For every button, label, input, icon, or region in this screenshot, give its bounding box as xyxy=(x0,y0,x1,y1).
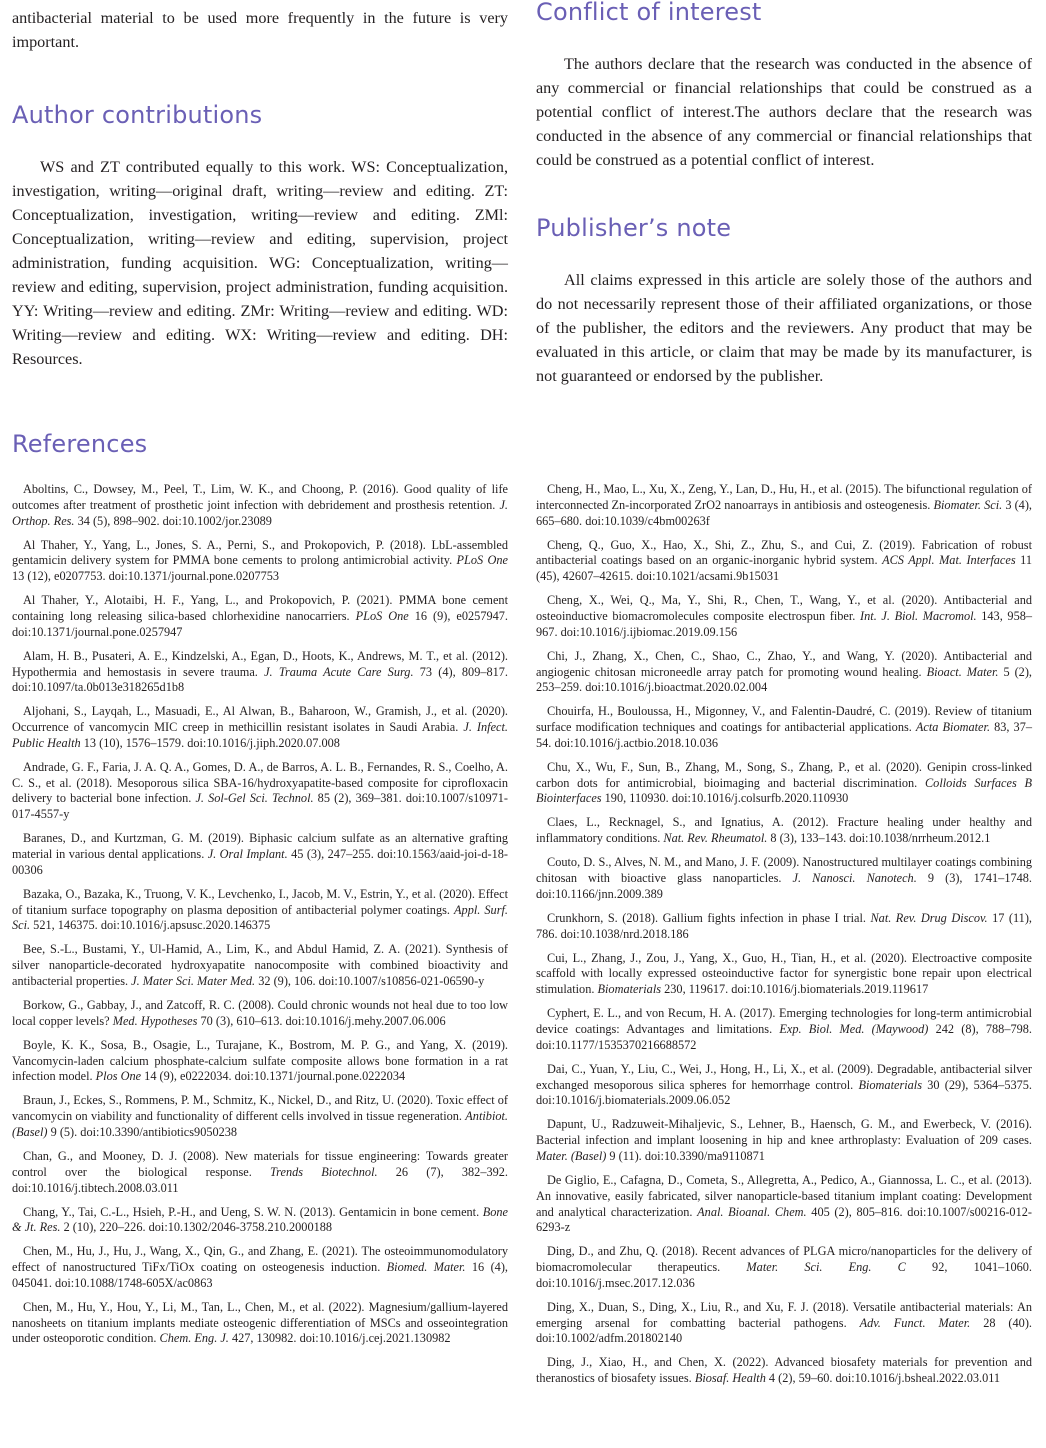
reference-journal: ACS Appl. Mat. Interfaces xyxy=(882,553,1016,568)
reference-doi[interactable]: 521, 146375. doi:10.1016/j.apsusc.2020.146375 xyxy=(30,918,271,933)
reference-citation: Chu, X., Wu, F., Sun, B., Zhang, M., Song, S., Zhang, P., et al. (2020). Genipin cross-linked carbon dots for antimicrobial, bioimaging and bacterial discrimination. xyxy=(536,759,1032,790)
conflict-of-interest-heading: Conflict of interest xyxy=(536,0,762,26)
references-right-list xyxy=(536,482,1032,1395)
reference-journal: PLoS One xyxy=(355,608,409,623)
reference-citation: Braun, J., Eckes, S., Rommens, P. M., Schmitz, K., Nickel, D., and Ritz, U. (2020). Toxic effect of vancomycin on viability and functionality of different cells involved in tissue regeneration. xyxy=(12,1093,508,1124)
reference-doi[interactable]: 34 (5), 898–902. doi:10.1002/jor.23089 xyxy=(74,513,272,528)
reference-doi[interactable]: 230, 119617. doi:10.1016/j.biomaterials.2019.119617 xyxy=(661,982,929,997)
reference-citation: Chouirfa, H., Bouloussa, H., Migonney, V., and Falentin-Daudré, C. (2019). Review of titanium surface modification techniques and coatings for antibacterial applications. xyxy=(536,704,1032,735)
reference-journal: Nat. Rev. Drug Discov. xyxy=(870,910,988,925)
reference-doi[interactable]: 73 (4), 809–817. doi:10.1097/ta.0b013e318265d1b8 xyxy=(12,664,509,695)
reference-doi[interactable]: 17 (11), 786. doi:10.1038/nrd.2018.186 xyxy=(536,910,1032,941)
reference-entry xyxy=(536,1117,1032,1164)
reference-doi[interactable]: 2 (10), 220–226. doi:10.1302/2046-3758.210.2000188 xyxy=(60,1220,333,1235)
reference-citation: Cheng, Q., Guo, X., Hao, X., Shi, Z., Zhu, S., and Cui, Z. (2019). Fabrication of robust antibacterial coatings based on an organic-inorganic hybrid system. xyxy=(536,537,1032,568)
reference-journal: PLoS One xyxy=(456,553,508,568)
reference-journal: Appl. Surf. Sci. xyxy=(12,902,508,933)
reference-citation: De Giglio, E., Cafagna, D., Cometa, S., Allegretta, A., Pedico, A., Giannossa, L. C., et al. (2013). An innovative, easily fabricated, silver nanoparticle-based titanium implant coating: Development and analytical characterization. xyxy=(536,1172,1032,1219)
reference-doi[interactable]: 8 (3), 133–143. doi:10.1038/nrrheum.2012.1 xyxy=(767,831,991,846)
reference-citation: Andrade, G. F., Faria, J. A. Q. A., Gomes, D. A., de Barros, A. L. B., Fernandes, R. S., Coelho, A. C. S., et al. (2018). Mesoporous silica SBA-16/hydroxyapatite-based composite for ciprofloxacin delivery to bacterial bone infection. xyxy=(12,759,508,806)
reference-citation: Borkow, G., Gabbay, J., and Zatcoff, R. C. (2008). Could chronic wounds not heal due to too low local copper levels? xyxy=(12,998,508,1028)
reference-doi[interactable]: 9 (5). doi:10.3390/antibiotics9050238 xyxy=(47,1124,238,1139)
reference-entry xyxy=(12,1093,508,1140)
reference-entry xyxy=(12,482,508,529)
reference-citation: Chang, Y., Tai, C.-L., Hsieh, P.-H., and Ueng, S. W. N. (2013). Gentamicin in bone cement. xyxy=(23,1204,483,1219)
reference-entry xyxy=(12,704,508,751)
reference-doi[interactable]: 85 (2), 369–381. doi:10.1007/s10971-017-4557-y xyxy=(12,791,508,822)
reference-citation: Ding, X., Duan, S., Ding, X., Liu, R., and Xu, F. J. (2018). Versatile antibacterial materials: An emerging arsenal for combatting bacterial pathogens. xyxy=(536,1299,1032,1330)
reference-citation: Boyle, K. K., Sosa, B., Osagie, L., Turajane, K., Bostrom, M. P. G., and Yang, X. (2019). Vancomycin-laden calcium phosphate-calcium sulfate composite allows bone formation in a rat infection model. xyxy=(12,1037,508,1084)
reference-entry xyxy=(536,482,1032,529)
references-left-list xyxy=(12,482,508,1355)
reference-journal: Biosaf. Health xyxy=(694,1371,766,1386)
reference-doi[interactable]: 26 (7), 382–392. doi:10.1016/j.tibtech.2008.03.011 xyxy=(12,1164,509,1195)
reference-journal: Biomaterials xyxy=(858,1077,923,1092)
reference-doi[interactable]: 14 (9), e0222034. doi:10.1371/journal.pone.0222034 xyxy=(141,1069,406,1084)
reference-journal: Med. Hypotheses xyxy=(112,1013,198,1028)
reference-entry xyxy=(12,593,508,640)
reference-entry xyxy=(12,887,508,934)
references-heading: References xyxy=(12,430,148,458)
reference-entry xyxy=(12,1300,508,1347)
reference-citation: Dai, C., Yuan, Y., Liu, C., Wei, J., Hong, H., Li, X., et al. (2009). Degradable, antibacterial silver exchanged mesoporous silica spheres for hemorrhage control. xyxy=(536,1061,1032,1092)
reference-entry xyxy=(536,760,1032,807)
reference-entry xyxy=(536,951,1032,998)
reference-citation: Ding, J., Xiao, H., and Chen, X. (2022). Advanced biosafety materials for prevention and theranostics of biosafety issues. xyxy=(536,1355,1032,1386)
reference-doi[interactable]: 83, 37–54. doi:10.1016/j.actbio.2018.10.036 xyxy=(536,720,1032,750)
reference-entry xyxy=(12,942,508,989)
reference-citation: Claes, L., Recknagel, S., and Ignatius, A. (2012). Fracture healing under healthy and inflammatory conditions. xyxy=(536,815,1032,846)
reference-doi[interactable]: 92, 1041–1060. doi:10.1016/j.msec.2017.12.036 xyxy=(536,1260,1032,1290)
reference-journal: Nat. Rev. Rheumatol. xyxy=(663,831,768,846)
reference-doi[interactable]: 16 (9), e0257947. doi:10.1371/journal.pone.0257947 xyxy=(12,608,508,639)
reference-doi[interactable]: 190, 110930. doi:10.1016/j.colsurfb.2020.110930 xyxy=(601,791,849,806)
reference-journal: Antibiot. (Basel) xyxy=(12,1109,508,1139)
reference-entry xyxy=(12,1244,508,1291)
reference-citation: Ding, D., and Zhu, Q. (2018). Recent advances of PLGA micro/nanoparticles for the delivery of biomacromolecular therapeutics. xyxy=(536,1244,1032,1275)
reference-citation: Cheng, X., Wei, Q., Ma, Y., Shi, R., Chen, T., Wang, Y., et al. (2020). Antibacterial and osteoinductive biomacromolecules composite electrospun fiber. xyxy=(536,593,1032,623)
reference-doi[interactable]: 405 (2), 805–816. doi:10.1007/s00216-012-6293-z xyxy=(536,1204,1032,1235)
reference-journal: Biomed. Mater. xyxy=(386,1260,466,1275)
reference-doi[interactable]: 16 (4), 045041. doi:10.1088/1748-605X/ac0863 xyxy=(12,1260,508,1290)
reference-journal: Plos One xyxy=(95,1069,142,1084)
reference-citation: Al Thaher, Y., Yang, L., Jones, S. A., Perni, S., and Prokopovich, P. (2018). LbL-assembled gentamicin delivery system for PMMA bone cements to prolong antimicrobial activity. xyxy=(12,537,508,568)
reference-doi[interactable]: 11 (45), 42607–42615. doi:10.1021/acsami.9b15031 xyxy=(536,553,1032,584)
conflict-of-interest-text: The authors declare that the research was conducted in the absence of any commercial or financial relationships that could be construed as a potential conflict of interest.The authors declare that the research was conducted in the absence of any commercial or financial relationships that could be construed as a potential conflict of interest. xyxy=(536,55,1032,169)
reference-citation: Bee, S.-L., Bustami, Y., Ul-Hamid, A., Lim, K., and Abdul Hamid, Z. A. (2021). Synthesis of silver nanoparticle-decorated hydroxyapatite nanocomposite with combined bioactivity and antibacterial properties. xyxy=(12,942,508,989)
reference-doi[interactable]: 242 (8), 788–798. doi:10.1177/1535370216688572 xyxy=(536,1021,1032,1052)
reference-journal: Mater. (Basel) xyxy=(536,1148,607,1163)
reference-doi[interactable]: 70 (3), 610–613. doi:10.1016/j.mehy.2007.06.006 xyxy=(197,1013,446,1028)
reference-doi[interactable]: 9 (3), 1741–1748. doi:10.1166/jnn.2009.389 xyxy=(536,871,1032,901)
reference-entry xyxy=(536,1173,1032,1236)
reference-entry xyxy=(12,1205,508,1237)
reference-doi[interactable]: 13 (10), 1576–1579. doi:10.1016/j.jiph.2020.07.008 xyxy=(80,735,340,750)
reference-doi[interactable]: 32 (9), 106. doi:10.1007/s10856-021-06590-y xyxy=(255,974,485,989)
reference-doi[interactable]: 9 (11). doi:10.3390/ma9110871 xyxy=(606,1148,765,1163)
reference-doi[interactable]: 143, 958–967. doi:10.1016/j.ijbiomac.2019.09.156 xyxy=(536,608,1033,639)
reference-journal: J. Sol-Gel Sci. Technol. xyxy=(195,791,314,806)
reference-citation: Dapunt, U., Radzuweit-Mihaljevic, S., Lehner, B., Haensch, G. M., and Ewerbeck, V. (2016). Bacterial infection and implant loosening in hip and knee arthroplasty: Evaluation of 209 cases. xyxy=(536,1117,1032,1148)
reference-journal: J. Orthop. Res. xyxy=(12,497,508,528)
reference-entry xyxy=(536,649,1032,696)
publishers-note-text: All claims expressed in this article are solely those of the authors and do not necessarily represent those of their affiliated organizations, or those of the publisher, the editors and the reviewers. Any product that may be evaluated in this article, or claim that may be made by its manufacturer, is not guaranteed or endorsed by the publisher. xyxy=(536,271,1032,385)
reference-journal: Bioact. Mater. xyxy=(926,664,999,679)
reference-citation: Al Thaher, Y., Alotaibi, H. F., Yang, L., and Prokopovich, P. (2021). PMMA bone cement containing long releasing silica-based chlorhexidine nanocarriers. xyxy=(12,593,508,623)
reference-citation: Couto, D. S., Alves, N. M., and Mano, J. F. (2009). Nanostructured multilayer coatings combining chitosan with bioactive glass nanoparticles. xyxy=(536,855,1032,886)
reference-entry xyxy=(536,1006,1032,1053)
reference-doi[interactable]: 3 (4), 665–680. doi:10.1039/c4bm00263f xyxy=(536,497,1033,528)
reference-entry xyxy=(536,911,1032,943)
author-contributions-heading: Author contributions xyxy=(12,101,263,129)
reference-entry xyxy=(536,1062,1032,1109)
reference-citation: Chen, M., Hu, J., Hu, J., Wang, X., Qin, G., and Zhang, E. (2021). The osteoimmunomodulatory effect of nanostructured TiFx/TiOx coating on osteogenesis induction. xyxy=(12,1244,508,1275)
reference-citation: Bazaka, O., Bazaka, K., Truong, V. K., Levchenko, I., Jacob, M. V., Estrin, Y., et al. (2020). Effect of titanium surface topography on plasma deposition of antibacterial polymer coatings. xyxy=(12,886,508,917)
reference-journal: Exp. Biol. Med. (Maywood) xyxy=(779,1021,929,1036)
reference-journal: J. Nanosci. Nanotech. xyxy=(792,871,917,886)
reference-entry xyxy=(12,831,508,878)
reference-journal: J. Infect. Public Health xyxy=(12,720,508,750)
reference-entry xyxy=(12,1038,508,1085)
reference-doi[interactable]: 30 (29), 5364–5375. doi:10.1016/j.biomaterials.2009.06.052 xyxy=(536,1077,1032,1108)
reference-journal: Mater. Sci. Eng. C xyxy=(746,1260,906,1275)
reference-citation: Cyphert, E. L., and von Recum, H. A. (2017). Emerging technologies for long-term antimicrobial device coatings: Advantages and limitations. xyxy=(536,1006,1032,1036)
reference-doi[interactable]: 13 (12), e0207753. doi:10.1371/journal.pone.0207753 xyxy=(12,569,280,584)
reference-journal: Trends Biotechnol. xyxy=(270,1164,378,1179)
reference-entry xyxy=(536,1355,1032,1387)
left-column xyxy=(12,6,508,371)
reference-entry xyxy=(536,1300,1032,1347)
reference-entry xyxy=(536,593,1032,640)
reference-citation: Cui, L., Zhang, J., Zou, J., Yang, X., Guo, H., Tian, H., et al. (2020). Electroactive composite scaffold with locally expressed osteoinductive factor for synergistic bone repair upon electrical stimulation. xyxy=(536,950,1032,997)
reference-journal: Adv. Funct. Mater. xyxy=(859,1315,971,1330)
reference-entry xyxy=(536,538,1032,585)
reference-citation: Chi, J., Zhang, X., Chen, C., Shao, C., Zhao, Y., and Wang, Y. (2020). Antibacterial and angiogenic chitosan microneedle array patch for promoting wound healing. xyxy=(536,648,1032,679)
publishers-note-heading: Publisher’s note xyxy=(536,214,732,242)
reference-entry xyxy=(536,1244,1032,1291)
reference-journal: J. Trauma Acute Care Surg. xyxy=(264,664,414,679)
reference-entry xyxy=(536,704,1032,751)
reference-citation: Chen, M., Hu, Y., Hou, Y., Li, M., Tan, L., Chen, M., et al. (2022). Magnesium/gallium-layered nanosheets on titanium implants mediate osteogenic differentiation of MSCs and osseointegration under osteoporotic condition. xyxy=(12,1299,508,1346)
reference-journal: Acta Biomater. xyxy=(915,720,991,735)
reference-entry xyxy=(12,1149,508,1196)
reference-doi[interactable]: 4 (2), 59–60. doi:10.1016/j.bsheal.2022.03.011 xyxy=(765,1371,1001,1386)
reference-journal: Bone & Jt. Res. xyxy=(12,1204,508,1235)
reference-citation: Chan, G., and Mooney, D. J. (2008). New materials for tissue engineering: Towards greater control over the biological response. xyxy=(12,1148,508,1179)
reference-citation: Aljohani, S., Layqah, L., Masuadi, E., Al Alwan, B., Baharoon, W., Gramish, J., et al. (2020). Occurrence of vancomycin MIC creep in methicillin resistant isolates in Saudi Arabia. xyxy=(12,704,508,735)
author-contributions-text: WS and ZT contributed equally to this work. WS: Conceptualization, investigation, writing—original draft, writing—review and editing. ZT: Conceptualization, investigation, writing—review and editing. ZMl: Conceptualization, writing—review and editing, supervision, project administration, funding acquisition. WG: Conceptualization, writing—review and editing, supervision, project administration, funding acquisition. YY: Writing—review and editing. ZMr: Writing—review and editing. WD: Writing—review and editing. WX: Writing—review and editing. DH: Resources. xyxy=(12,158,508,368)
reference-citation: Baranes, D., and Kurtzman, G. M. (2019). Biphasic calcium sulfate as an alternative grafting material in various dental applications. xyxy=(12,831,508,862)
reference-journal: Chem. Eng. J. xyxy=(159,1331,229,1346)
reference-doi[interactable]: 45 (3), 247–255. doi:10.1563/aaid-joi-d-18-00306 xyxy=(12,847,508,877)
reference-journal: Int. J. Biol. Macromol. xyxy=(860,608,977,623)
reference-entry xyxy=(12,998,508,1030)
reference-entry xyxy=(12,649,508,696)
reference-doi[interactable]: 5 (2), 253–259. doi:10.1016/j.bioactmat.2020.02.004 xyxy=(536,664,1032,695)
reference-journal: Colloids Surfaces B Biointerfaces xyxy=(536,775,1032,806)
reference-entry xyxy=(536,815,1032,847)
reference-citation: Cheng, H., Mao, L., Xu, X., Zeng, Y., Lan, D., Hu, H., et al. (2015). The bifunctional regulation of interconnected Zn-incorporated ZrO2 nanoarrays in antibiosis and osteogenesis. xyxy=(536,482,1032,512)
reference-citation: Crunkhorn, S. (2018). Gallium fights infection in phase I trial. xyxy=(547,910,871,925)
right-column xyxy=(536,0,1032,388)
reference-entry xyxy=(536,855,1032,902)
reference-journal: J. Mater Sci. Mater Med. xyxy=(131,974,256,989)
intro-paragraph: antibacterial material to be used more frequently in the future is very important. xyxy=(12,9,508,51)
reference-citation: Alam, H. B., Pusateri, A. E., Kindzelski, A., Egan, D., Hoots, K., Andrews, M. T., et al. (2012). Hypothermia and hemostasis in severe trauma. xyxy=(12,648,508,679)
reference-citation: Aboltins, C., Dowsey, M., Peel, T., Lim, W. K., and Choong, P. (2016). Good quality of life outcomes after treatment of prosthetic joint infection with debridement and prosthesis retention. xyxy=(12,482,508,512)
reference-journal: Anal. Bioanal. Chem. xyxy=(697,1204,807,1219)
reference-journal: Biomaterials xyxy=(597,982,662,997)
reference-entry xyxy=(12,760,508,823)
reference-doi[interactable]: 427, 130982. doi:10.1016/j.cej.2021.130982 xyxy=(228,1331,451,1346)
reference-journal: Biomater. Sci. xyxy=(933,497,1003,512)
reference-journal: J. Oral Implant. xyxy=(207,847,288,862)
reference-doi[interactable]: 28 (40). doi:10.1002/adfm.201802140 xyxy=(536,1315,1032,1346)
reference-entry xyxy=(12,538,508,585)
